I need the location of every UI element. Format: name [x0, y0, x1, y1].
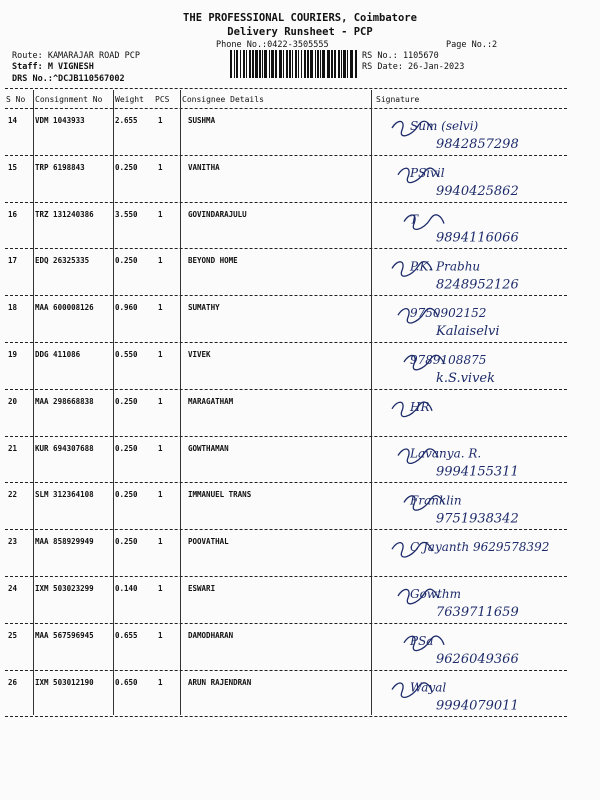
row-weight: 0.655	[115, 630, 138, 640]
signature-text: 9894116066	[436, 230, 519, 246]
barcode-bar	[279, 50, 282, 78]
barcode-bar	[304, 50, 306, 78]
signature-text: PSivil	[410, 165, 445, 180]
table-row	[0, 438, 600, 486]
barcode-bar	[320, 50, 321, 78]
row-consignee: VIVEK	[188, 350, 211, 359]
row-weight: 0.650	[115, 677, 138, 687]
row-separator	[5, 342, 567, 343]
row-consignee: SUMATHY	[188, 303, 220, 313]
table-row	[0, 204, 600, 252]
signature-text: 9940425862	[436, 183, 519, 199]
row-separator	[5, 436, 567, 437]
row-pcs: 1	[158, 303, 163, 313]
rs-date: RS Date: 26-Jan-2023	[362, 62, 465, 72]
signature-text: Franklin	[410, 493, 462, 508]
row-pcs: 1	[158, 116, 163, 125]
signature-text: P.K. Prabhu	[410, 259, 481, 274]
rs-number: RS No.: 1105670	[362, 51, 439, 61]
barcode-bar	[338, 50, 340, 78]
row-sno: 18	[8, 303, 18, 313]
row-separator	[5, 670, 567, 671]
row-pcs: 1	[158, 490, 163, 500]
row-weight: 0.250	[115, 443, 138, 453]
runsheet-title: THE PROFESSIONAL COURIERS, Coimbatore	[183, 12, 417, 24]
barcode-bar	[295, 50, 297, 78]
barcode-bar	[249, 50, 251, 78]
barcode-bar	[283, 50, 284, 78]
barcode-bar	[246, 50, 247, 78]
row-consignment-no: MAA 567596945	[35, 630, 94, 640]
row-separator	[5, 295, 567, 296]
page-number: Page No.:2	[446, 40, 498, 50]
row-sno: 20	[8, 396, 18, 406]
signature-text: Sum (selvi)	[410, 119, 479, 133]
signature-text: 8248952126	[436, 277, 519, 293]
row-consignee: SUSHMA	[188, 116, 216, 125]
barcode-bar	[334, 50, 336, 78]
row-consignee: POOVATHAL	[188, 537, 229, 547]
row-consignment-no: SLM 312364108	[35, 490, 94, 500]
table-row	[0, 297, 600, 345]
row-consignment-no: IXM 503023299	[35, 584, 94, 593]
row-sno: 15	[8, 162, 18, 172]
row-sno: 16	[8, 209, 18, 219]
signature-text: 9789108875	[410, 353, 487, 367]
row-sno: 26	[8, 677, 18, 687]
barcode-bar	[275, 50, 277, 78]
barcode-bar	[252, 50, 254, 78]
runsheet-subtitle: Delivery Runsheet - PCP	[227, 26, 373, 38]
row-sno: 25	[8, 630, 18, 640]
row-consignment-no: DDG 411086	[35, 350, 81, 359]
barcode-image	[230, 50, 357, 78]
row-consignee: DAMODHARAN	[188, 630, 234, 640]
row-sno: 21	[8, 443, 18, 453]
row-pcs: 1	[158, 443, 163, 453]
barcode-bar	[230, 50, 232, 78]
row-pcs: 1	[158, 396, 163, 406]
barcode-bar	[327, 50, 330, 78]
header-top-rule	[5, 88, 567, 89]
row-sno: 23	[8, 537, 18, 547]
barcode-bar	[331, 50, 333, 78]
row-separator	[5, 155, 567, 156]
signature-text: HR	[410, 399, 430, 414]
row-sno: 22	[8, 490, 18, 500]
row-pcs: 1	[158, 537, 163, 547]
row-separator	[5, 248, 567, 249]
barcode-bar	[317, 50, 319, 78]
row-weight: 0.250	[115, 162, 138, 172]
barcode-bar	[350, 50, 353, 78]
barcode-bar	[289, 50, 291, 78]
row-weight: 0.250	[115, 256, 138, 266]
table-row	[0, 672, 600, 720]
drs-number: DRS No.:^DCJB110567002	[12, 74, 125, 84]
row-weight: 0.550	[115, 350, 138, 359]
row-consignee: VANITHA	[188, 162, 220, 172]
row-sno: 19	[8, 350, 18, 359]
barcode-bar	[234, 50, 235, 78]
row-separator	[5, 623, 567, 624]
table-row	[0, 625, 600, 673]
row-pcs: 1	[158, 350, 163, 359]
row-consignee: GOWTHAMAN	[188, 443, 229, 453]
row-weight: 3.550	[115, 209, 138, 219]
row-consignment-no: VDM 1043933	[35, 116, 85, 125]
row-consignment-no: MAA 858929949	[35, 537, 94, 547]
row-consignment-no: MAA 600008126	[35, 303, 94, 313]
row-weight: 2.655	[115, 116, 138, 125]
col-consignment-header: Consignment No	[35, 95, 103, 104]
table-row	[0, 250, 600, 298]
signature-text: Gowthm	[410, 587, 462, 601]
barcode-bar	[355, 50, 357, 78]
signature-text: T	[410, 212, 419, 227]
signature-text: 9842857298	[436, 137, 519, 152]
signature-text: 9994155311	[436, 464, 519, 480]
row-sno: 24	[8, 584, 18, 593]
signature-text: 9750902152	[410, 306, 487, 321]
row-separator	[5, 716, 567, 717]
row-separator	[5, 576, 567, 577]
barcode-bar	[236, 50, 238, 78]
barcode-bar	[343, 50, 346, 78]
row-consignee: IMMANUEL TRANS	[188, 490, 252, 500]
barcode-bar	[310, 50, 313, 78]
barcode-bar	[240, 50, 241, 78]
row-separator	[5, 202, 567, 203]
row-consignment-no: TRZ 131240386	[35, 209, 94, 219]
col-consignee-header: Consignee Details	[182, 95, 264, 104]
row-pcs: 1	[158, 677, 163, 687]
col-sno-header: S No	[6, 95, 26, 104]
barcode-bar	[243, 50, 245, 78]
barcode-bar	[341, 50, 342, 78]
row-sno: 17	[8, 256, 18, 266]
col-pcs-header: PCS	[155, 95, 170, 104]
barcode-bar	[301, 50, 302, 78]
barcode-bar	[264, 50, 267, 78]
row-consignee: MARAGATHAM	[188, 396, 234, 406]
table-row	[0, 344, 600, 392]
staff: Staff: M VIGNESH	[12, 62, 94, 72]
row-consignee: ARUN RAJENDRAN	[188, 677, 252, 687]
row-pcs: 1	[158, 162, 163, 172]
row-separator	[5, 529, 567, 530]
barcode-bar	[286, 50, 288, 78]
barcode-bar	[307, 50, 309, 78]
row-weight: 0.140	[115, 584, 138, 593]
signature-text: 9751938342	[436, 511, 519, 527]
row-pcs: 1	[158, 209, 163, 219]
barcode-bar	[347, 50, 348, 78]
row-consignment-no: MAA 298668838	[35, 396, 94, 406]
row-weight: 0.250	[115, 537, 138, 547]
barcode-bar	[255, 50, 258, 78]
row-weight: 0.960	[115, 303, 138, 313]
barcode-bar	[259, 50, 261, 78]
header-bottom-rule	[5, 108, 567, 109]
signature-text: Lavanya. R.	[410, 446, 482, 461]
signature-text: 9994079011	[436, 698, 519, 714]
row-pcs: 1	[158, 630, 163, 640]
col-weight-header: Weight	[115, 95, 144, 104]
barcode-bar	[315, 50, 316, 78]
signature-text: k.S.vivek	[436, 371, 496, 386]
row-weight: 0.250	[115, 490, 138, 500]
signature-text: Kalaiselvi	[436, 324, 500, 340]
row-pcs: 1	[158, 584, 163, 593]
signature-text: PSa	[410, 633, 434, 648]
row-separator	[5, 482, 567, 483]
col-signature-header: Signature	[376, 95, 420, 104]
row-consignment-no: EDQ 26325335	[35, 256, 90, 266]
row-consignment-no: TRP 6198843	[35, 162, 85, 172]
route: Route: KAMARAJAR ROAD PCP	[12, 51, 140, 61]
table-row	[0, 578, 600, 626]
barcode-bar	[269, 50, 270, 78]
row-separator	[5, 389, 567, 390]
table-row	[0, 531, 600, 579]
barcode-bar	[298, 50, 299, 78]
barcode-bar	[292, 50, 293, 78]
table-row	[0, 391, 600, 439]
barcode-bar	[322, 50, 325, 78]
row-consignee: BEYOND HOME	[188, 256, 238, 266]
row-consignment-no: IXM 503012190	[35, 677, 94, 687]
signature-text: 7639711659	[436, 605, 519, 620]
table-row	[0, 157, 600, 205]
phone-number: Phone No.:0422-3505555	[216, 40, 329, 50]
row-pcs: 1	[158, 256, 163, 266]
table-row	[0, 110, 600, 158]
row-consignee: ESWARI	[188, 584, 216, 593]
signature-text: Wayal	[410, 680, 447, 695]
row-weight: 0.250	[115, 396, 138, 406]
row-consignment-no: KUR 694307688	[35, 443, 94, 453]
barcode-bar	[271, 50, 274, 78]
signature-text: 9626049366	[436, 651, 519, 667]
row-sno: 14	[8, 116, 18, 125]
signature-text: C Jayanth 9629578392	[410, 540, 550, 555]
row-consignee: GOVINDARAJULU	[188, 209, 247, 219]
table-row	[0, 484, 600, 532]
barcode-bar	[262, 50, 263, 78]
